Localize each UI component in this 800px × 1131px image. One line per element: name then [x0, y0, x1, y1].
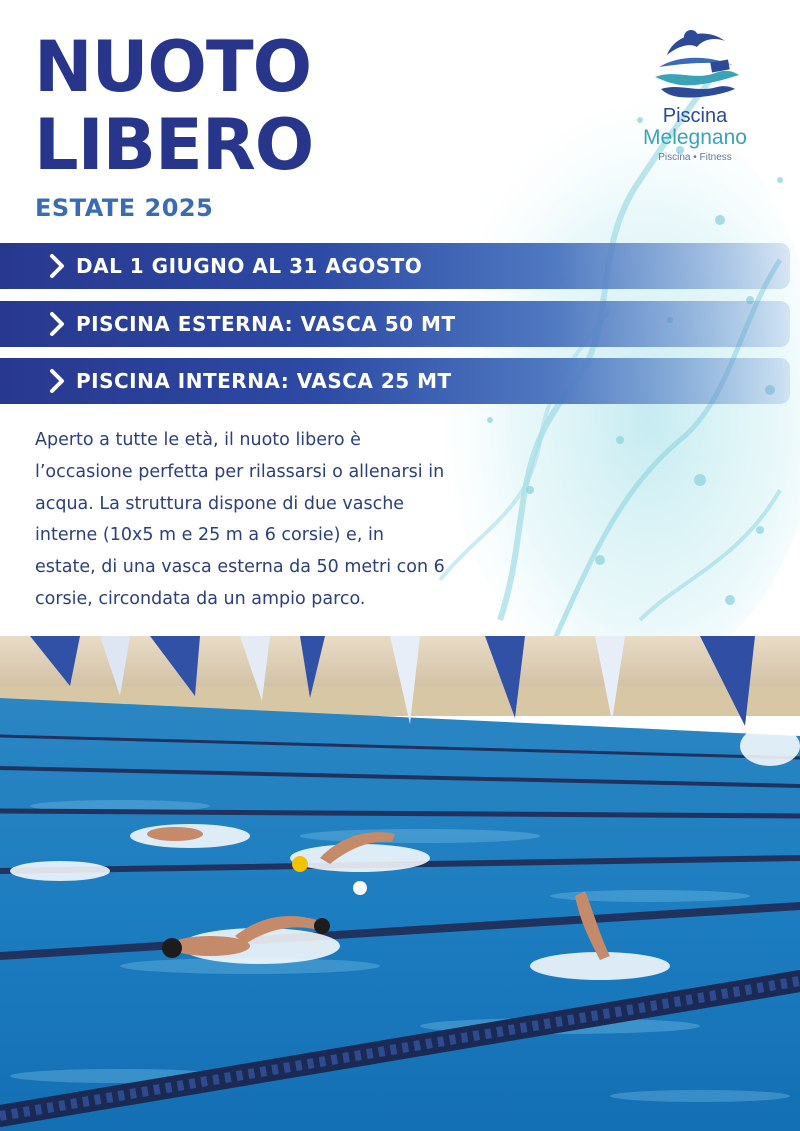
title-line-2: LIBERO [34, 104, 314, 186]
banner-dates [0, 243, 790, 289]
description-paragraph: Aperto a tutte le età, il nuoto libero è l’occasione perfetta per rilassarsi o allenarsi in acqua. La struttura dispone di due vasche interne (10x5 m e 25 m a 6 corsie) e, in estate, di una vasca esterna da 50 metri con 6 corsie, circondata da un ampio parco. [35, 430, 445, 609]
banner-outdoor-pool-text: PISCINA ESTERNA: VASCA 50 MT [76, 312, 456, 336]
chevron-right-icon [44, 311, 70, 337]
dolphin-logo-icon [645, 25, 745, 103]
logo-tagline: Piscina • Fitness [658, 152, 732, 163]
brand-logo [620, 25, 770, 170]
logo-name-line-1: Piscina [662, 105, 728, 127]
banner-indoor-pool [0, 358, 790, 404]
swimming-pool-photo [0, 636, 800, 1131]
title-line-1: NUOTO [34, 26, 312, 108]
banner-dates-text: DAL 1 GIUGNO AL 31 AGOSTO [76, 254, 423, 278]
chevron-right-icon [44, 253, 70, 279]
logo-name-line-2: Melegnano [643, 126, 747, 149]
season-subtitle: ESTATE 2025 [35, 194, 214, 222]
chevron-right-icon [44, 368, 70, 394]
banner-outdoor-pool [0, 301, 790, 347]
page-title [34, 28, 313, 184]
banner-indoor-pool-text: PISCINA INTERNA: VASCA 25 MT [76, 369, 452, 393]
